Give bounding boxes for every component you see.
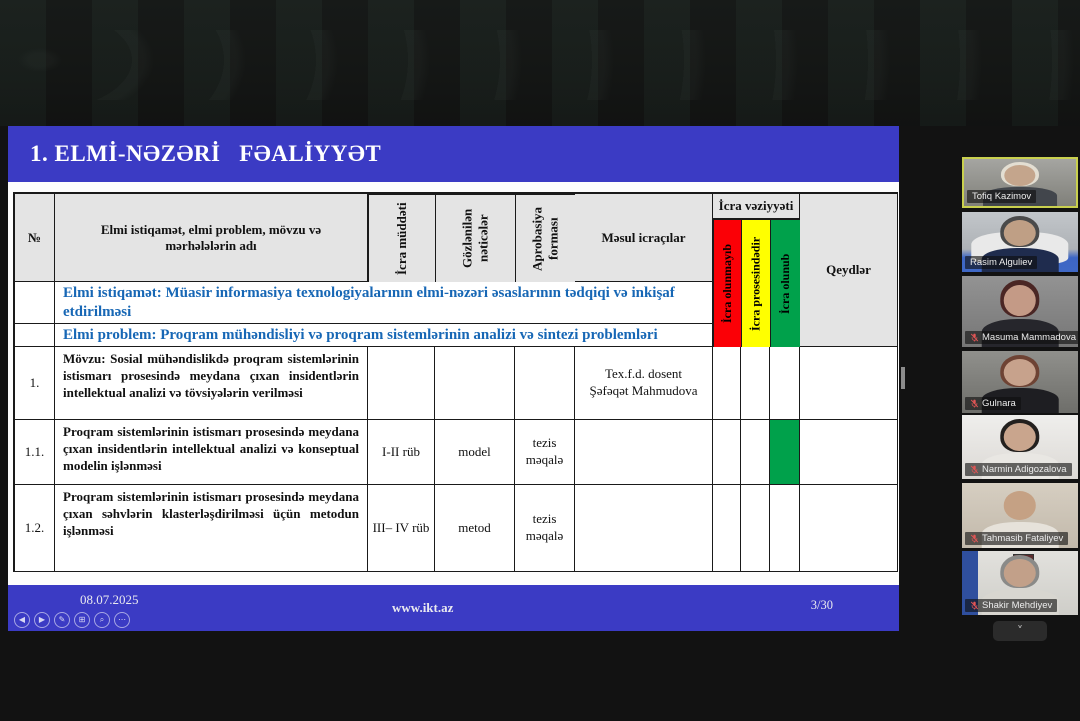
participant-name-tag	[965, 532, 1068, 545]
row-no: 1.	[15, 347, 55, 420]
participant-sidebar	[962, 0, 1080, 721]
row-duration: I-II rüb	[368, 420, 435, 485]
row-result	[435, 347, 515, 420]
col-header-name: Elmi istiqamət, elmi problem, mövzu və mərhələlərin adı	[55, 194, 368, 282]
presenter-toolbar	[14, 612, 130, 628]
row-notes	[800, 485, 898, 572]
participant-name-tag	[965, 463, 1072, 476]
row-status-yellow	[741, 420, 770, 485]
row-status-red	[713, 420, 741, 485]
slide-title-bar	[8, 126, 899, 182]
all-slides-button[interactable]: ⊞	[74, 612, 90, 628]
participant-video[interactable]	[962, 483, 1078, 548]
status-legend-done: İcra olunub	[770, 219, 800, 347]
participant-name-tag	[967, 190, 1036, 203]
col-header-approbation: Aprobasiya forması	[515, 194, 575, 282]
row-approbation	[515, 347, 575, 420]
row-name: Proqram sistemlərinin istismarı prosesində meydana çıxan səhvlərin klasterləşdirilməsi üçün metodun işlənməsi	[55, 485, 368, 572]
section-direction-no-cell	[15, 282, 55, 324]
muted-mic-icon	[970, 399, 979, 408]
avatar	[1004, 491, 1036, 520]
col-header-duration: İcra müddəti	[368, 194, 435, 282]
section-problem: Elmi problem: Proqram mühəndisliyi və proqram sistemlərinin analizi və sintezi problemləri	[55, 324, 713, 347]
participant-video[interactable]	[962, 157, 1078, 208]
row-executors: Tex.f.d. dosent Şəfəqət Mahmudova	[575, 347, 713, 420]
participant-name-tag	[965, 599, 1057, 612]
row-notes	[800, 347, 898, 420]
slide-date: 08.07.2025	[80, 592, 139, 607]
row-status-green-done	[770, 420, 800, 485]
presentation-slide	[8, 126, 899, 631]
participant-video[interactable]	[962, 351, 1078, 413]
row-no: 1.1.	[15, 420, 55, 485]
previous-slide-button[interactable]: ◀	[14, 612, 30, 628]
chevron-down-icon: ˅	[1017, 624, 1023, 638]
participant-name-tag	[965, 331, 1078, 344]
row-duration	[368, 347, 435, 420]
row-duration: III– IV rüb	[368, 485, 435, 572]
activity-table	[13, 192, 898, 572]
participant-name: Tofiq Kazimov	[972, 191, 1032, 202]
slide-title: 1. ELMİ-NƏZƏRİ FƏALİYYƏT	[30, 141, 382, 166]
participant-name: Tahmasib Fataliyev	[982, 533, 1064, 544]
row-result: model	[435, 420, 515, 485]
row-executors	[575, 420, 713, 485]
col-header-status: İcra vəziyyəti	[713, 194, 800, 219]
muted-mic-icon	[970, 465, 979, 474]
zoom-button[interactable]: ⌕	[94, 612, 110, 628]
col-header-notes: Qeydlər	[800, 194, 898, 347]
next-slide-button[interactable]: ▶	[34, 612, 50, 628]
section-direction: Elmi istiqamət: Müasir informasiya texnologiyalarının elmi-nəzəri əsaslarının tədqiqi və inkişaf etdirilməsi	[55, 282, 713, 324]
slide-footer	[8, 585, 899, 631]
section-problem-no-cell	[15, 324, 55, 347]
participant-video[interactable]	[962, 551, 1078, 615]
row-name: Mövzu: Sosial mühəndislikdə proqram sistemlərinin istismarı prosesində meydana çıxan insidentlərin intellektual analizi və tövsiyələrin verilməsi	[55, 347, 368, 420]
participant-video[interactable]	[962, 212, 1078, 272]
participant-video[interactable]	[962, 415, 1078, 479]
participant-name-tag	[965, 256, 1037, 269]
col-header-results: Gözlənilən nəticələr	[435, 194, 515, 282]
muted-mic-icon	[970, 601, 979, 610]
participant-name: Narmin Adigozalova	[982, 464, 1067, 475]
row-name: Proqram sistemlərinin istismarı prosesində meydana çıxan insidentlərin intellektual analizi və konseptual modelin işlənməsi	[55, 420, 368, 485]
participant-name: Masuma Mammadova	[982, 332, 1076, 343]
slide-website: www.ikt.az	[392, 600, 454, 615]
participant-video[interactable]	[962, 276, 1078, 347]
row-executors	[575, 485, 713, 572]
status-legend-in-progress: İcra prosesindədir	[741, 219, 770, 347]
collapse-gallery-button[interactable]	[993, 621, 1047, 641]
desktop-background	[0, 0, 1080, 126]
row-status-red	[713, 347, 741, 420]
row-status-green	[770, 485, 800, 572]
participant-name-tag	[965, 397, 1021, 410]
row-approbation: tezis məqalə	[515, 420, 575, 485]
row-no: 1.2.	[15, 485, 55, 572]
participant-name: Rasim Alguliev	[970, 257, 1033, 268]
more-options-button[interactable]: ⋯	[114, 612, 130, 628]
muted-mic-icon	[970, 534, 979, 543]
row-status-green	[770, 347, 800, 420]
row-approbation: tezis məqalə	[515, 485, 575, 572]
slide-body	[8, 182, 899, 585]
row-status-red	[713, 485, 741, 572]
row-notes	[800, 420, 898, 485]
muted-mic-icon	[970, 333, 979, 342]
slide-page-indicator: 3/30	[810, 598, 833, 612]
row-status-yellow	[741, 485, 770, 572]
row-result: metod	[435, 485, 515, 572]
participant-name: Gulnara	[982, 398, 1016, 409]
col-header-executors: Məsul icraçılar	[575, 194, 713, 282]
row-status-yellow	[741, 347, 770, 420]
status-legend-not-done: İcra olunmayıb	[713, 219, 741, 347]
participant-name: Shakir Mehdiyev	[982, 600, 1053, 611]
scrollbar-thumb[interactable]	[901, 367, 905, 389]
pen-tool-button[interactable]: ✎	[54, 612, 70, 628]
col-header-no: №	[15, 194, 55, 282]
